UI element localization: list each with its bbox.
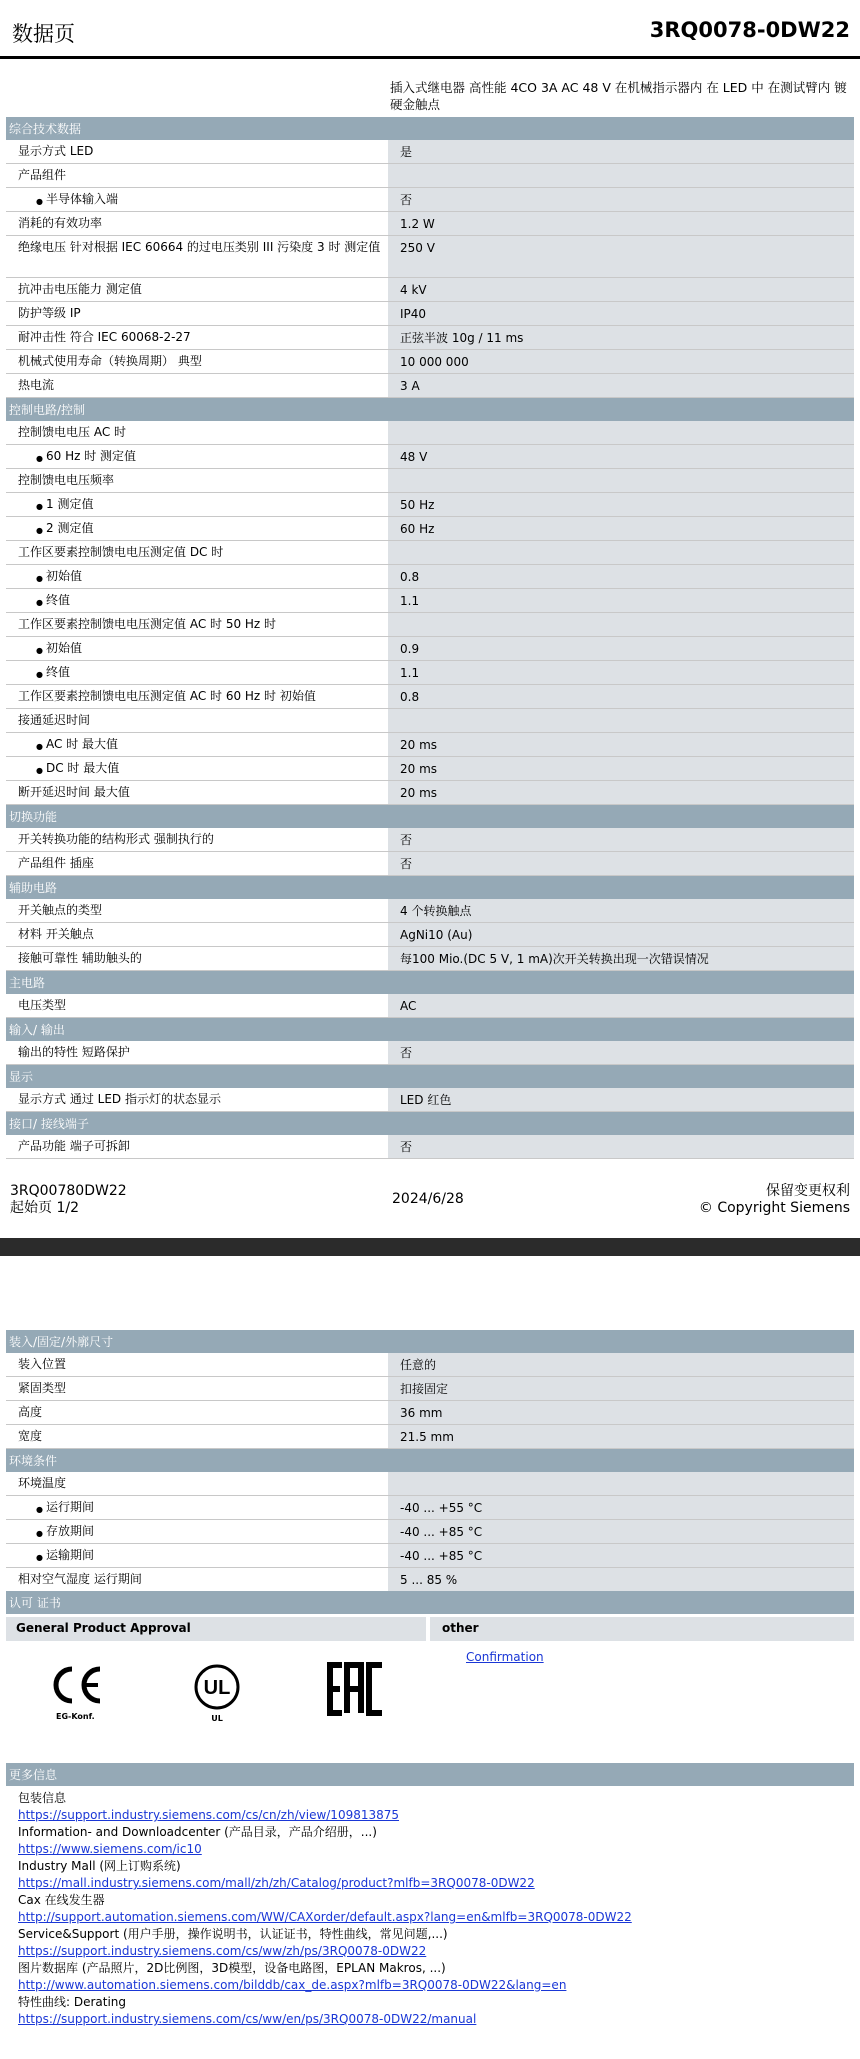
spec-label: ● 终值: [6, 589, 388, 612]
spec-row: [6, 709, 854, 733]
section-header-more-info: 更多信息: [6, 1763, 854, 1786]
spec-value: 0.9: [388, 637, 854, 660]
spec-value: IP40: [388, 302, 854, 325]
spec-value: 正弦半波 10g / 11 ms: [388, 326, 854, 349]
spec-row: [6, 1088, 854, 1112]
spec-label: 环境温度: [6, 1472, 388, 1495]
spec-value: [388, 1472, 854, 1495]
datasheet-page-2: [0, 1263, 860, 2059]
page-title: 数据页: [12, 22, 75, 46]
spec-value: 50 Hz: [388, 493, 854, 516]
spec-value: [388, 613, 854, 636]
spec-label: 显示方式 LED: [6, 140, 388, 163]
spec-row: [6, 685, 854, 709]
ce-caption: EG-Konf.: [56, 1712, 95, 1721]
footer-date: 2024/6/28: [392, 1191, 464, 1207]
spec-value: 1.1: [388, 661, 854, 684]
footer-page: 起始页 1/2: [10, 1200, 79, 1216]
section-header: 显示: [6, 1065, 854, 1088]
spec-row: [6, 302, 854, 326]
approval-col-general: General Product Approval: [6, 1617, 426, 1641]
more-info-link[interactable]: https://www.siemens.com/ic10: [18, 1842, 202, 1856]
spec-row: [6, 1568, 854, 1592]
page-header: [0, 0, 860, 59]
spec-label: 宽度: [6, 1425, 388, 1448]
spec-value: 每100 Mio.(DC 5 V, 1 mA)次开关转换出现一次错误情况: [388, 947, 854, 970]
spec-label: 产品功能 端子可拆卸: [6, 1135, 388, 1158]
spec-row: [6, 947, 854, 971]
spec-label: 消耗的有效功率: [6, 212, 388, 235]
spec-row: [6, 781, 854, 805]
spec-label: 显示方式 通过 LED 指示灯的状态显示: [6, 1088, 388, 1111]
spec-label: 防护等级 IP: [6, 302, 388, 325]
spec-value: 0.8: [388, 565, 854, 588]
spec-label: ● AC 时 最大值: [6, 733, 388, 756]
spec-value: 3 A: [388, 374, 854, 397]
footer-code: 3RQ00780DW22: [10, 1183, 127, 1199]
spec-value: 36 mm: [388, 1401, 854, 1424]
spec-row: [6, 1353, 854, 1377]
spec-label: 工作区要素控制馈电电压测定值 DC 时: [6, 541, 388, 564]
spec-value: -40 ... +85 °C: [388, 1544, 854, 1567]
spec-row: [6, 278, 854, 302]
spec-value: 48 V: [388, 445, 854, 468]
spec-label: 产品组件 插座: [6, 852, 388, 875]
spec-row: [6, 637, 854, 661]
spec-label: 产品组件: [6, 164, 388, 187]
approvals-header: [6, 1617, 854, 1641]
spec-label: 装入位置: [6, 1353, 388, 1376]
confirmation-link[interactable]: Confirmation: [466, 1650, 544, 1664]
spec-row: [6, 1041, 854, 1065]
spec-table-page-1: [6, 117, 854, 1159]
section-header: 装入/固定/外廓尺寸: [6, 1330, 854, 1353]
spec-label: 抗冲击电压能力 测定值: [6, 278, 388, 301]
more-info-link[interactable]: https://mall.industry.siemens.com/mall/zh/zh/Catalog/product?mlfb=3RQ0078-0DW22: [18, 1876, 535, 1890]
spec-row: [6, 1544, 854, 1568]
spec-row: [6, 517, 854, 541]
spec-row: [6, 236, 854, 278]
spec-row: [6, 733, 854, 757]
spec-row: [6, 541, 854, 565]
spec-label: 耐冲击性 符合 IEC 60068-2-27: [6, 326, 388, 349]
spec-row: [6, 326, 854, 350]
spec-label: 热电流: [6, 374, 388, 397]
more-info-label: 包装信息: [18, 1791, 67, 1805]
spec-row: [6, 1472, 854, 1496]
section-header: 接口/ 接线端子: [6, 1112, 854, 1135]
more-info-section: [6, 1763, 854, 2028]
spec-row: [6, 613, 854, 637]
spec-label: 紧固类型: [6, 1377, 388, 1400]
spec-value: 4 个转换触点: [388, 899, 854, 922]
footer-copyright: © Copyright Siemens: [698, 1200, 850, 1216]
spec-value: AC: [388, 994, 854, 1017]
spec-row: [6, 1135, 854, 1159]
spec-row: [6, 469, 854, 493]
spec-value: 20 ms: [388, 781, 854, 804]
spec-value: [388, 709, 854, 732]
more-info-label: Service&Support (用户手册，操作说明书，认证证书，特性曲线，常见问题,...): [18, 1927, 448, 1941]
spec-row: [6, 565, 854, 589]
spec-value: 20 ms: [388, 757, 854, 780]
spec-label: ● 存放期间: [6, 1520, 388, 1543]
spec-row: [6, 374, 854, 398]
spec-label: 相对空气湿度 运行期间: [6, 1568, 388, 1591]
spec-row: [6, 1496, 854, 1520]
spec-label: 控制馈电电压频率: [6, 469, 388, 492]
spec-row: [6, 212, 854, 236]
spec-value: 否: [388, 1135, 854, 1158]
spec-value: 20 ms: [388, 733, 854, 756]
spec-row: [6, 350, 854, 374]
spec-label: 断开延迟时间 最大值: [6, 781, 388, 804]
page-footer: [10, 1183, 850, 1223]
spec-label: 输出的特性 短路保护: [6, 1041, 388, 1064]
spec-value: 1.1: [388, 589, 854, 612]
spec-row: [6, 164, 854, 188]
section-header: 控制电路/控制: [6, 398, 854, 421]
ul-caption: UL: [211, 1714, 223, 1723]
spec-row: [6, 445, 854, 469]
spec-value: [388, 469, 854, 492]
spec-row: [6, 899, 854, 923]
more-info-link[interactable]: http://www.automation.siemens.com/bilddb/cax_de.aspx?mlfb=3RQ0078-0DW22&lang=en: [18, 1978, 567, 1992]
spec-value: 60 Hz: [388, 517, 854, 540]
spec-row: [6, 1401, 854, 1425]
section-header: 主电路: [6, 971, 854, 994]
spec-value: [388, 541, 854, 564]
spec-value: [388, 164, 854, 187]
spec-label: 机械式使用寿命（转换周期） 典型: [6, 350, 388, 373]
section-header-approvals: 认可 证书: [6, 1591, 854, 1614]
spec-value: [388, 421, 854, 444]
spec-row: [6, 828, 854, 852]
more-info-link[interactable]: https://support.industry.siemens.com/cs/ww/zh/ps/3RQ0078-0DW22: [18, 1944, 427, 1958]
spec-label: 开关触点的类型: [6, 899, 388, 922]
spec-value: 否: [388, 828, 854, 851]
svg-text:UL: UL: [203, 1677, 231, 1699]
approval-col-other: other: [430, 1617, 854, 1641]
spec-row: [6, 188, 854, 212]
spec-label: ● 终值: [6, 661, 388, 684]
spec-label: 接触可靠性 辅助触头的: [6, 947, 388, 970]
product-description: 插入式继电器 高性能 4CO 3A AC 48 V 在机械指示器内 在 LED 中 在测试臂内 镀硬金触点: [390, 80, 847, 112]
approval-logos: [6, 1641, 854, 1763]
spec-label: 电压类型: [6, 994, 388, 1017]
section-header: 综合技术数据: [6, 117, 854, 140]
spec-value: 扣接固定: [388, 1377, 854, 1400]
section-header: 切换功能: [6, 805, 854, 828]
section-header: 环境条件: [6, 1449, 854, 1472]
spec-label: ● 初始值: [6, 637, 388, 660]
more-info-label: 图片数据库 (产品照片，2D比例图，3D模型，设备电路图，EPLAN Makros, ...): [18, 1961, 446, 1975]
spec-label: ● 运行期间: [6, 1496, 388, 1519]
section-header: 辅助电路: [6, 876, 854, 899]
ce-mark-icon: [46, 1661, 106, 1721]
page-separator: [0, 1238, 860, 1256]
spec-value: 任意的: [388, 1353, 854, 1376]
spec-value: LED 红色: [388, 1088, 854, 1111]
more-info-label: Information- and Downloadcenter (产品目录，产品介绍册，...): [18, 1825, 377, 1839]
more-info-link[interactable]: https://support.industry.siemens.com/cs/cn/zh/view/109813875: [18, 1808, 400, 1822]
spec-row: [6, 923, 854, 947]
spec-row: [6, 493, 854, 517]
spec-row: [6, 1520, 854, 1544]
spec-value: -40 ... +85 °C: [388, 1520, 854, 1543]
spec-value: 21.5 mm: [388, 1425, 854, 1448]
spec-value: 250 V: [388, 236, 854, 277]
spec-value: 否: [388, 852, 854, 875]
spec-label: 绝缘电压 针对根据 IEC 60664 的过电压类别 III 污染度 3 时 测定值: [6, 236, 388, 277]
spec-label: ● 60 Hz 时 测定值: [6, 445, 388, 468]
spec-label: ● 半导体输入端: [6, 188, 388, 211]
spec-table-page-2: [6, 1330, 854, 1592]
spec-row: [6, 421, 854, 445]
spec-row: [6, 140, 854, 164]
spec-value: 否: [388, 1041, 854, 1064]
more-info-link[interactable]: https://support.industry.siemens.com/cs/ww/en/ps/3RQ0078-0DW22/manual: [18, 2012, 477, 2026]
spec-value: -40 ... +55 °C: [388, 1496, 854, 1519]
spec-value: 是: [388, 140, 854, 163]
spec-row: [6, 1377, 854, 1401]
spec-label: ● DC 时 最大值: [6, 757, 388, 780]
spec-label: 材料 开关触点: [6, 923, 388, 946]
spec-value: 否: [388, 188, 854, 211]
more-info-label: Industry Mall (网上订购系统): [18, 1859, 181, 1873]
ul-mark-icon: [192, 1663, 242, 1723]
spec-value: 10 000 000: [388, 350, 854, 373]
spec-row: [6, 852, 854, 876]
more-info-label: 特性曲线: Derating: [18, 1995, 127, 2009]
spec-label: ● 2 测定值: [6, 517, 388, 540]
more-info-link[interactable]: http://support.automation.siemens.com/WW/CAXorder/default.aspx?lang=en&mlfb=3RQ0078-0DW22: [18, 1910, 632, 1924]
spec-row: [6, 757, 854, 781]
spec-label: ● 运输期间: [6, 1544, 388, 1567]
spec-label: 工作区要素控制馈电电压测定值 AC 时 60 Hz 时 初始值: [6, 685, 388, 708]
approvals-section: [6, 1591, 854, 1763]
product-code: 3RQ0078-0DW22: [649, 18, 850, 42]
spec-value: 1.2 W: [388, 212, 854, 235]
footer-left: [10, 1183, 127, 1217]
spec-label: 接通延迟时间: [6, 709, 388, 732]
spec-label: 控制馈电电压 AC 时: [6, 421, 388, 444]
spec-value: AgNi10 (Au): [388, 923, 854, 946]
spec-row: [6, 994, 854, 1018]
section-header: 输入/ 输出: [6, 1018, 854, 1041]
spec-label: ● 初始值: [6, 565, 388, 588]
spec-value: 5 ... 85 %: [388, 1568, 854, 1591]
spec-label: 高度: [6, 1401, 388, 1424]
eac-mark-icon: [326, 1661, 388, 1720]
footer-right: [699, 1183, 850, 1217]
spec-label: 开关转换功能的结构形式 强制执行的: [6, 828, 388, 851]
more-info-list: [6, 1786, 854, 2028]
spec-value: 0.8: [388, 685, 854, 708]
more-info-label: Cax 在线发生器: [18, 1893, 105, 1907]
footer-rights: 保留变更权利: [766, 1183, 850, 1199]
spec-label: ● 1 测定值: [6, 493, 388, 516]
spec-label: 工作区要素控制馈电电压测定值 AC 时 50 Hz 时: [6, 613, 388, 636]
spec-row: [6, 1425, 854, 1449]
spec-row: [6, 661, 854, 685]
spec-value: 4 kV: [388, 278, 854, 301]
spec-row: [6, 589, 854, 613]
